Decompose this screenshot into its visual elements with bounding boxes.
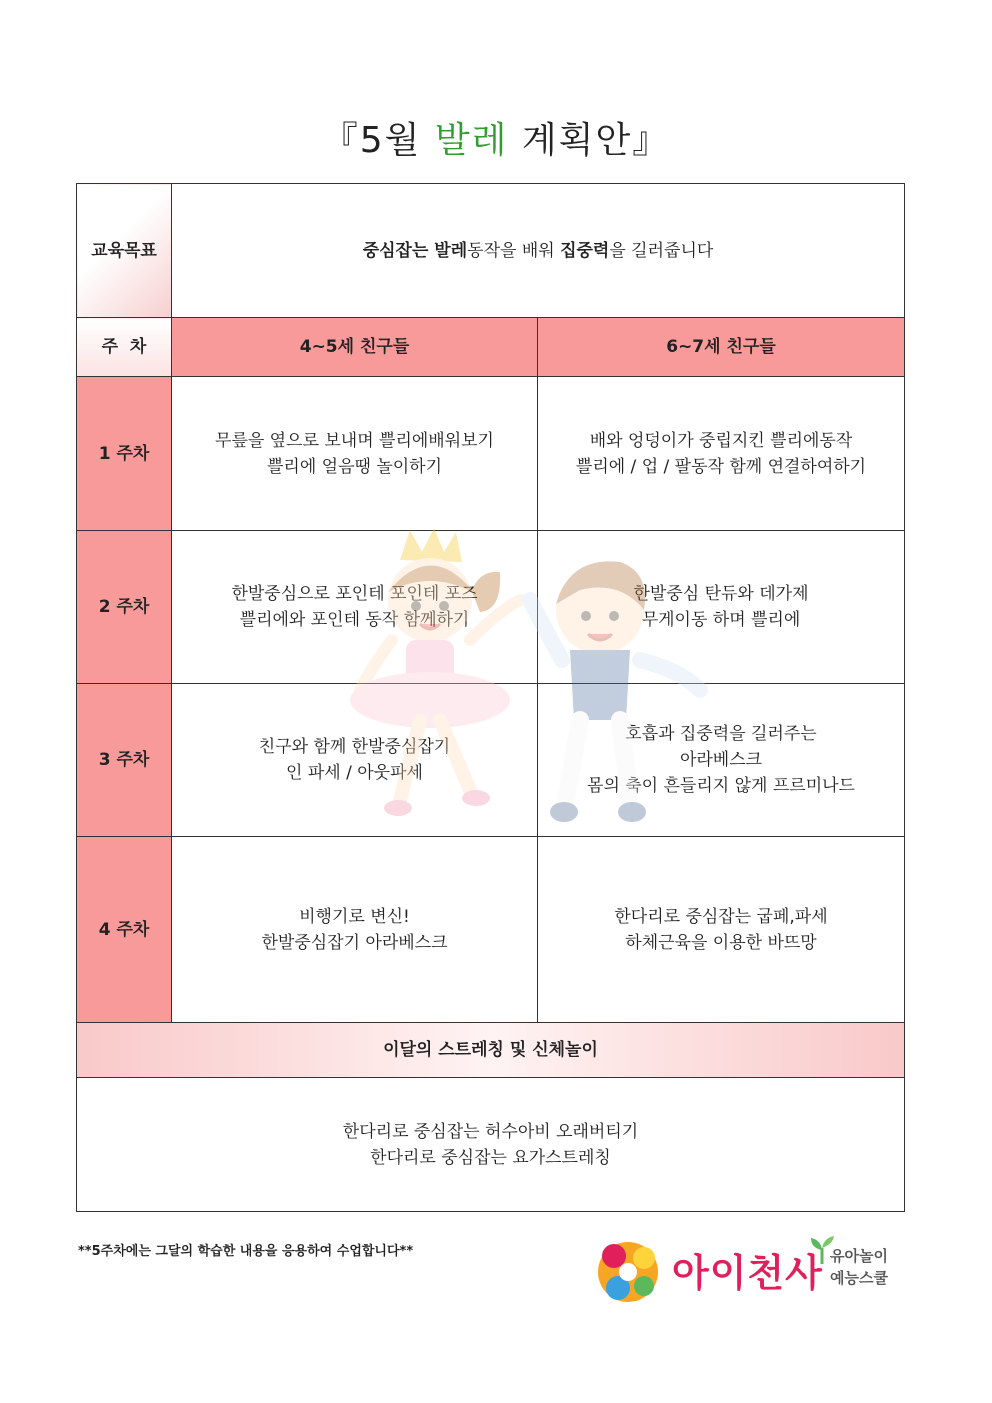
activity-line: 한발중심잡기 아라베스크 bbox=[261, 932, 448, 953]
header-row bbox=[77, 318, 905, 377]
activity-line: 하체근육을 이용한 바뜨망 bbox=[625, 932, 817, 953]
week3-old-cell bbox=[538, 684, 905, 837]
goal-text: 중심잡는 발레동작을 배워 집중력을 길러줍니다 bbox=[172, 184, 905, 318]
logo-name: 아이천사 bbox=[672, 1251, 823, 1295]
stretch-header-row bbox=[77, 1023, 905, 1078]
goal-row bbox=[77, 184, 905, 318]
week2-old-cell bbox=[538, 531, 905, 684]
week-row bbox=[77, 377, 905, 531]
logo-sub-line2: 예능스쿨 bbox=[830, 1269, 888, 1287]
stretch-cell bbox=[77, 1078, 905, 1212]
activity-line: 친구와 함께 한발중심잡기 bbox=[258, 737, 451, 757]
stretch-row bbox=[77, 1078, 905, 1212]
activity-line: 한다리로 중심잡는 허수아비 오래버티기 bbox=[342, 1121, 639, 1142]
week-label: 4 주차 bbox=[77, 837, 172, 1023]
footnote: **5주차에는 그달의 학습한 내용을 응용하여 수업합니다** bbox=[78, 1244, 414, 1259]
stretch-header: 이달의 스트레칭 및 신체놀이 bbox=[77, 1023, 905, 1078]
activity-line: 쁠리에 얼음땡 놀이하기 bbox=[266, 456, 443, 477]
page-title: 『5월 발레 계획안』 bbox=[321, 120, 671, 161]
goal-label: 교육목표 bbox=[77, 184, 172, 318]
activity-line: 몸의 축이 흔들리지 않게 프르미나드 bbox=[587, 776, 855, 796]
week4-young-cell bbox=[172, 837, 538, 1023]
week-row bbox=[77, 837, 905, 1023]
logo-mark-icon bbox=[592, 1236, 664, 1306]
activity-line: 호흡과 집중력을 길러주는 bbox=[625, 724, 817, 744]
week4-old-cell bbox=[538, 837, 905, 1023]
sprout-icon bbox=[807, 1236, 837, 1266]
activity-line: 비행기로 변신! bbox=[299, 906, 410, 927]
activity-line: 한다리로 중심잡는 요가스트레칭 bbox=[370, 1147, 611, 1168]
activity-line: 한발중심으로 포인테 포인테 포즈 bbox=[231, 584, 478, 604]
week1-young-cell bbox=[172, 377, 538, 531]
logo-sub-line1: 유아놀이 bbox=[830, 1247, 888, 1265]
week2-young-cell bbox=[172, 531, 538, 684]
week-row bbox=[77, 531, 905, 684]
activity-line: 쁠리에 / 업 / 팔동작 함께 연결하여하기 bbox=[575, 456, 867, 477]
lesson-plan-table bbox=[76, 183, 905, 1212]
week3-young-cell bbox=[172, 684, 538, 837]
week-header: 주 차 bbox=[77, 318, 172, 377]
activity-line: 무게이동 하며 쁠리에 bbox=[641, 610, 801, 630]
week-label: 2 주차 bbox=[77, 531, 172, 684]
age-header-old: 6~7세 친구들 bbox=[538, 318, 905, 377]
activity-line: 쁠리에와 포인테 동작 함께하기 bbox=[239, 610, 470, 630]
activity-line: 한다리로 중심잡는 굽페,파세 bbox=[614, 906, 828, 927]
week-label: 1 주차 bbox=[77, 377, 172, 531]
activity-line: 배와 엉덩이가 중립지킨 쁠리에동작 bbox=[589, 430, 853, 451]
week1-old-cell bbox=[538, 377, 905, 531]
week-row bbox=[77, 684, 905, 837]
week-label: 3 주차 bbox=[77, 684, 172, 837]
activity-line: 무릎을 옆으로 보내며 쁠리에배워보기 bbox=[215, 430, 494, 451]
age-header-young: 4~5세 친구들 bbox=[172, 318, 538, 377]
activity-line: 아라베스크 bbox=[679, 750, 763, 770]
activity-line: 한발중심 탄듀와 데가제 bbox=[633, 584, 809, 604]
activity-line: 인 파세 / 아웃파세 bbox=[286, 763, 423, 783]
school-logo bbox=[592, 1236, 912, 1306]
